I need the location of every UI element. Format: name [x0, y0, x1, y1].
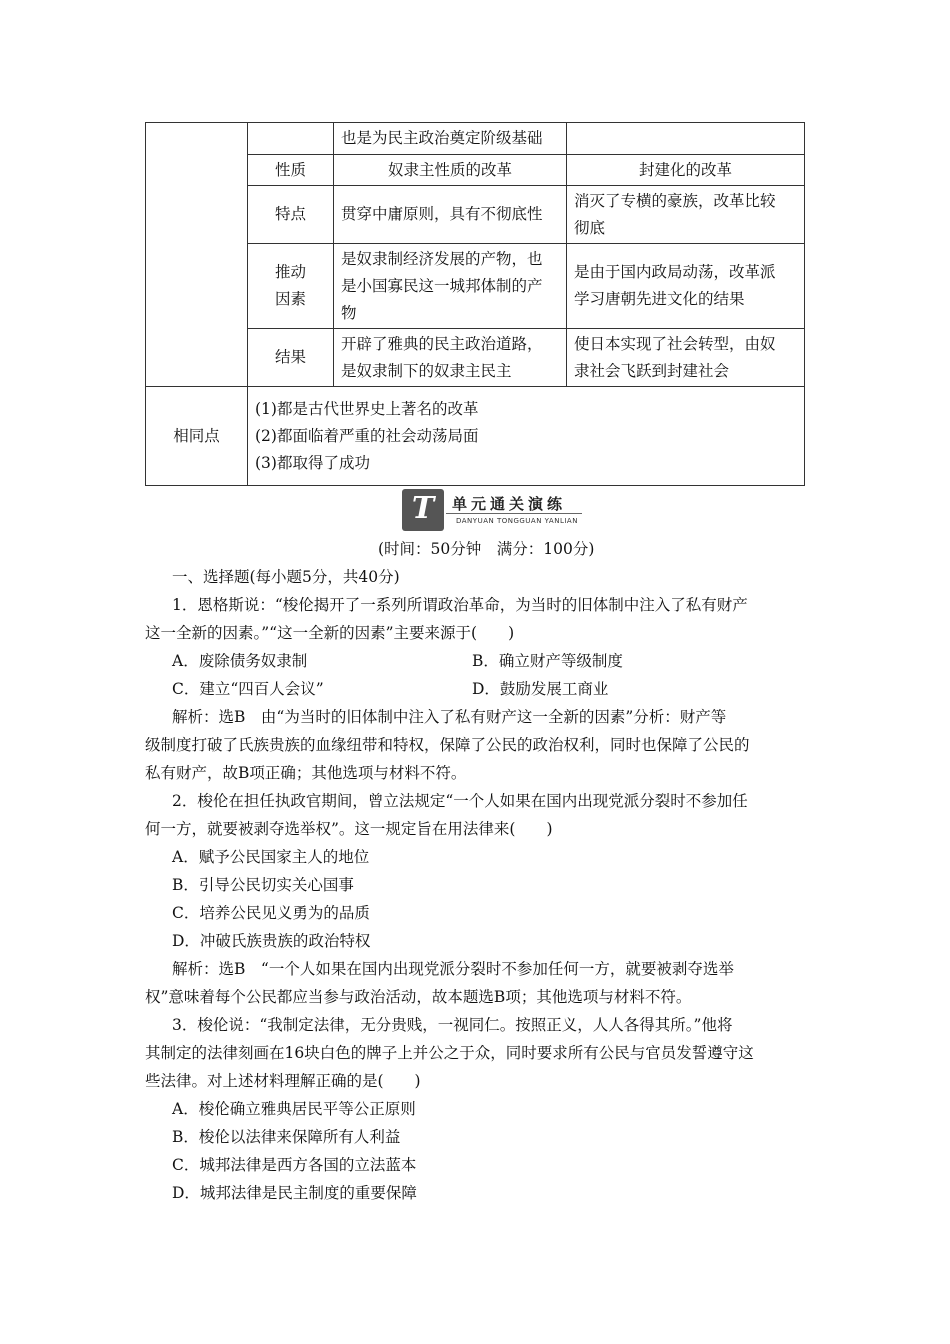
- logo: [402, 489, 444, 531]
- cell-line: (1)都是古代世界史上著名的改革: [255, 399, 479, 418]
- question-1-line: 这一全新的因素。”“这一全新的因素”主要来源于( ): [145, 624, 515, 642]
- question-2-explanation: 解析：选B “一个人如果在国内出现党派分裂时不参加任何一方，就要被剥夺选举: [172, 960, 734, 978]
- question-3-line: 3．梭伦说：“我制定法律，无分贵贱，一视同仁。按照正义，人人各得其所。”他将: [172, 1016, 733, 1034]
- question-1-option-b: B．确立财产等级制度: [472, 652, 623, 670]
- table-empty-cell: [146, 123, 248, 387]
- row-label-factors: [248, 244, 334, 329]
- table-cell: [334, 244, 567, 329]
- cell-line: 是由于国内政局动荡，改革派: [574, 263, 776, 281]
- question-1-explanation: 解析：选B 由“为当时的旧体制中注入了私有财产这一全新的因素”分析：财产等: [172, 708, 727, 726]
- table-cell: [567, 123, 805, 155]
- table-cell: 封建化的改革: [567, 155, 805, 186]
- question-1-option-a: A．废除债务奴隶制: [172, 652, 308, 670]
- banner-title: 单元通关演练: [452, 495, 567, 513]
- table-cell: 奴隶主性质的改革: [334, 155, 567, 186]
- row-label-results: 结果: [248, 329, 334, 387]
- question-3-option-a: A．梭伦确立雅典居民平等公正原则: [172, 1100, 416, 1118]
- cell-line: 开辟了雅典的民主政治道路，: [341, 334, 543, 353]
- question-1-explanation: 私有财产，故B项正确；其他选项与材料不符。: [145, 764, 467, 782]
- cell-line: 使日本实现了社会转型，由奴: [574, 334, 776, 353]
- row-label-similarities: 相同点: [146, 387, 248, 486]
- question-3-option-c: C．城邦法律是西方各国的立法蓝本: [172, 1156, 417, 1174]
- table-cell: 贯穿中庸原则，具有不彻底性: [334, 186, 567, 244]
- question-1-option-c: C．建立“四百人会议”: [172, 680, 324, 698]
- question-2-explanation: 权”意味着每个公民都应当参与政治活动，故本题选B项；其他选项与材料不符。: [145, 988, 692, 1006]
- table-cell: [334, 329, 567, 387]
- cell-line: (2)都面临着严重的社会动荡局面: [255, 426, 479, 445]
- cell-line: 是奴隶制下的奴隶主民主: [341, 361, 512, 380]
- cell-line: 学习唐朝先进文化的结果: [574, 290, 745, 308]
- question-3-line: 些法律。对上述材料理解正确的是( ): [145, 1072, 421, 1090]
- question-2-line: 2．梭伦在担任执政官期间，曾立法规定“一个人如果在国内出现党派分裂时不参加任: [172, 792, 748, 810]
- cell-line: 是小国寡民这一城邦体制的产: [341, 276, 543, 295]
- table-cell: 也是为民主政治奠定阶级基础: [334, 123, 567, 155]
- cell-line: 物: [341, 303, 357, 322]
- cell-line: 是奴隶制经济发展的产物，也: [341, 249, 543, 268]
- cell-line: (3)都取得了成功: [255, 453, 370, 472]
- cell-line: 彻底: [574, 218, 606, 237]
- banner-divider: [446, 513, 582, 514]
- row-label-features: 特点: [248, 186, 334, 244]
- cell-line: 消灭了专横的豪族，改革比较: [574, 191, 776, 210]
- cell-line: 推动: [274, 263, 306, 281]
- table-cell: [567, 186, 805, 244]
- unit-review-banner: [402, 489, 582, 533]
- cell-line: 隶社会飞跃到封建社会: [574, 361, 730, 380]
- question-2-option-b: B．引导公民切实关心国事: [172, 876, 354, 894]
- table-cell: [567, 329, 805, 387]
- question-1-explanation: 级制度打破了氏族贵族的血缘纽带和特权，保障了公民的政治权利，同时也保障了公民的: [145, 736, 750, 754]
- comparison-table: [145, 122, 805, 486]
- banner-subtitle: DANYUAN TONGGUAN YANLIAN: [456, 517, 578, 525]
- question-3-option-d: D．城邦法律是民主制度的重要保障: [172, 1184, 417, 1202]
- cell-line: 因素: [274, 290, 306, 308]
- question-2-option-a: A．赋予公民国家主人的地位: [172, 848, 370, 866]
- table-cell: [567, 244, 805, 329]
- question-3-line: 其制定的法律刻画在16块白色的牌子上并公之于众，同时要求所有公民与官员发誓遵守这: [145, 1044, 754, 1062]
- question-2-line: 何一方，就要被剥夺选举权”。这一规定旨在用法律来( ): [145, 820, 553, 838]
- time-score-line: (时间：50分钟 满分：100分): [378, 540, 595, 558]
- question-2-option-c: C．培养公民见义勇为的品质: [172, 904, 370, 922]
- section-heading: 一、选择题(每小题5分，共40分): [172, 568, 400, 586]
- logo-mark: T: [411, 491, 435, 526]
- question-2-option-d: D．冲破氏族贵族的政治特权: [172, 932, 371, 950]
- question-3-option-b: B．梭伦以法律来保障所有人利益: [172, 1128, 401, 1146]
- row-label-nature: 性质: [248, 155, 334, 186]
- table-cell: [248, 387, 805, 486]
- question-1-line: 1．恩格斯说：“梭伦揭开了一系列所谓政治革命，为当时的旧体制中注入了私有财产: [172, 596, 748, 614]
- table-cell: [248, 123, 334, 155]
- question-1-option-d: D．鼓励发展工商业: [472, 680, 609, 698]
